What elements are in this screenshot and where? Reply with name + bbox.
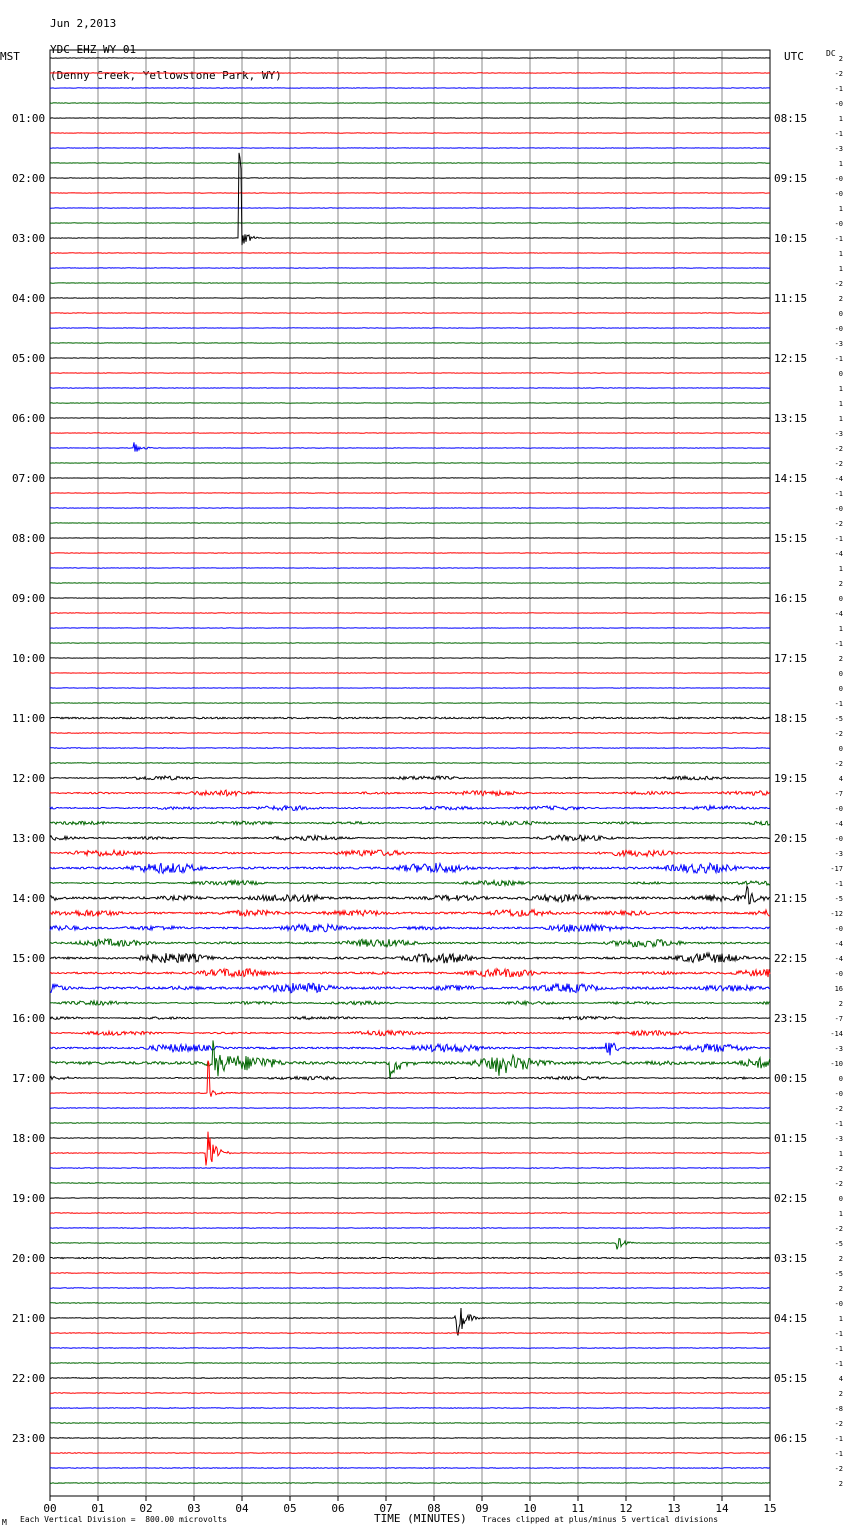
dc-offset-label: -0 xyxy=(834,175,843,183)
header-date: Jun 2,2013 xyxy=(50,17,117,30)
seismic-trace xyxy=(50,983,770,993)
seismic-trace xyxy=(50,733,770,734)
utc-hour-label: 06:15 xyxy=(774,1432,808,1445)
dc-offset-label: -2 xyxy=(834,280,843,288)
seismic-trace xyxy=(50,1453,770,1454)
dc-offset-label: -0 xyxy=(834,220,843,228)
dc-offset-label: -2 xyxy=(834,760,843,768)
dc-offset-label: -2 xyxy=(834,1180,843,1188)
dc-offset-label: -7 xyxy=(834,790,843,798)
seismic-trace xyxy=(50,1348,770,1349)
dc-offset-label: 0 xyxy=(838,670,843,678)
utc-hour-label: 17:15 xyxy=(774,652,808,665)
mst-hour-label: 08:00 xyxy=(12,532,46,545)
seismic-trace xyxy=(50,748,770,749)
dc-offset-label: 1 xyxy=(838,385,843,393)
dc-offset-label: 0 xyxy=(838,1075,843,1083)
mst-hour-label: 03:00 xyxy=(12,232,46,245)
dc-offset-label: -0 xyxy=(834,325,843,333)
seismic-trace xyxy=(50,806,770,811)
seismic-trace xyxy=(50,821,770,825)
dc-offset-label: 0 xyxy=(838,685,843,693)
x-tick-label: 04 xyxy=(235,1502,249,1515)
x-tick-label: 13 xyxy=(667,1502,681,1515)
dc-offset-label: -2 xyxy=(834,1105,843,1113)
seismic-trace xyxy=(50,939,770,947)
seismic-trace xyxy=(50,850,770,856)
utc-hour-label: 18:15 xyxy=(774,712,808,725)
seismic-trace xyxy=(50,1303,770,1304)
dc-offset-label: -2 xyxy=(834,730,843,738)
mst-hour-label: 18:00 xyxy=(12,1132,46,1145)
dc-offset-label: -8 xyxy=(834,1405,843,1413)
dc-offset-label: 2 xyxy=(838,1285,843,1293)
dc-offset-label: -3 xyxy=(834,430,843,438)
utc-hour-label: 14:15 xyxy=(774,472,808,485)
seismic-trace xyxy=(50,1363,770,1364)
dc-offset-label: -1 xyxy=(834,235,843,243)
dc-offset-label: 1 xyxy=(838,1210,843,1218)
dc-offset-label: -3 xyxy=(834,1045,843,1053)
mst-hour-label: 22:00 xyxy=(12,1372,46,1385)
dc-offset-label: -5 xyxy=(834,1270,843,1278)
dc-offset-label: -4 xyxy=(834,475,843,483)
utc-hour-label: 20:15 xyxy=(774,832,808,845)
mst-axis-title: MST xyxy=(0,50,20,63)
dc-offset-label: 0 xyxy=(838,745,843,753)
dc-offset-label: -4 xyxy=(834,610,843,618)
x-tick-label: 08 xyxy=(427,1502,441,1515)
dc-offset-label: 1 xyxy=(838,565,843,573)
utc-hour-label: 15:15 xyxy=(774,532,808,545)
utc-hour-label: 08:15 xyxy=(774,112,808,125)
seismic-trace xyxy=(50,1001,770,1005)
dc-offset-label: -0 xyxy=(834,970,843,978)
scale-note: Each Vertical Division = 800.00 microvolts xyxy=(20,1515,228,1524)
dc-offset-label: 2 xyxy=(838,580,843,588)
seismic-trace xyxy=(50,1273,770,1274)
seismic-trace xyxy=(50,886,770,904)
dc-offset-label: 1 xyxy=(838,250,843,258)
footer-mark: M xyxy=(2,1518,7,1527)
seismic-trace xyxy=(50,880,770,885)
dc-offset-label: -14 xyxy=(830,1030,843,1038)
utc-hour-label: 22:15 xyxy=(774,952,808,965)
dc-offset-label: 0 xyxy=(838,1195,843,1203)
dc-offset-label: -2 xyxy=(834,1465,843,1473)
x-tick-label: 14 xyxy=(715,1502,729,1515)
seismic-trace xyxy=(50,863,770,873)
dc-offset-label: 4 xyxy=(838,775,843,783)
seismic-trace xyxy=(50,790,770,796)
seismic-trace xyxy=(50,1016,770,1019)
seismic-trace xyxy=(50,1168,770,1169)
dc-offset-label: -17 xyxy=(830,865,843,873)
mst-hour-label: 06:00 xyxy=(12,412,46,425)
mst-hour-label: 07:00 xyxy=(12,472,46,485)
utc-hour-label: 05:15 xyxy=(774,1372,808,1385)
mst-hour-label: 14:00 xyxy=(12,892,46,905)
utc-hour-label: 04:15 xyxy=(774,1312,808,1325)
dc-offset-label: -0 xyxy=(834,835,843,843)
seismic-trace xyxy=(50,1408,770,1409)
header-location: (Denny Creek, Yellowstone Park, WY) xyxy=(50,69,282,82)
dc-offset-label: 2 xyxy=(838,55,843,63)
dc-offset-label: -4 xyxy=(834,820,843,828)
mst-hour-label: 11:00 xyxy=(12,712,46,725)
dc-offset-label: -0 xyxy=(834,1090,843,1098)
seismic-trace xyxy=(50,1132,770,1166)
seismic-trace xyxy=(50,153,770,245)
dc-offset-label: -1 xyxy=(834,1435,843,1443)
mst-hour-label: 23:00 xyxy=(12,1432,46,1445)
mst-hour-label: 05:00 xyxy=(12,352,46,365)
x-tick-label: 09 xyxy=(475,1502,489,1515)
dc-offset-label: -0 xyxy=(834,925,843,933)
x-tick-label: 03 xyxy=(187,1502,201,1515)
plot-frame xyxy=(50,50,770,1496)
dc-offset-label: -3 xyxy=(834,850,843,858)
dc-offset-label: 1 xyxy=(838,265,843,273)
x-tick-label: 07 xyxy=(379,1502,393,1515)
header-station: YDC EHZ WY 01 xyxy=(50,43,137,56)
seismic-trace xyxy=(50,1288,770,1289)
dc-offset-label: -1 xyxy=(834,1120,843,1128)
seismic-trace xyxy=(50,1239,770,1250)
utc-hour-label: 13:15 xyxy=(774,412,808,425)
dc-offset-label: 1 xyxy=(838,625,843,633)
dc-offset-label: 1 xyxy=(838,1315,843,1323)
dc-offset-label: -0 xyxy=(834,1300,843,1308)
dc-offset-label: 0 xyxy=(838,370,843,378)
seismic-trace xyxy=(50,1378,770,1379)
dc-offset-label: -1 xyxy=(834,1450,843,1458)
x-tick-label: 15 xyxy=(763,1502,777,1515)
seismic-trace xyxy=(50,1076,770,1080)
dc-offset-label: 0 xyxy=(838,595,843,603)
mst-hour-label: 09:00 xyxy=(12,592,46,605)
dc-offset-label: -0 xyxy=(834,505,843,513)
dc-offset-label: -7 xyxy=(834,1015,843,1023)
dc-offset-label: -4 xyxy=(834,550,843,558)
mst-hour-label: 02:00 xyxy=(12,172,46,185)
x-tick-label: 10 xyxy=(523,1502,537,1515)
dc-offset-label: -3 xyxy=(834,1135,843,1143)
utc-hour-label: 21:15 xyxy=(774,892,808,905)
x-tick-label: 01 xyxy=(91,1502,105,1515)
dc-offset-label: 2 xyxy=(838,1480,843,1488)
seismic-trace xyxy=(50,910,770,917)
seismic-trace xyxy=(50,1438,770,1439)
seismic-trace xyxy=(50,1123,770,1124)
dc-offset-label: -1 xyxy=(834,1330,843,1338)
seismic-trace xyxy=(50,924,770,932)
seismic-trace xyxy=(50,717,770,719)
dc-offset-label: -0 xyxy=(834,805,843,813)
seismic-trace xyxy=(50,953,770,963)
dc-offset-label: 4 xyxy=(838,1375,843,1383)
utc-hour-label: 10:15 xyxy=(774,232,808,245)
dc-offset-label: 1 xyxy=(838,400,843,408)
utc-axis-title: UTC xyxy=(784,50,804,63)
dc-offset-label: 1 xyxy=(838,415,843,423)
seismic-trace xyxy=(50,1468,770,1469)
dc-offset-label: -1 xyxy=(834,880,843,888)
dc-offset-label: -1 xyxy=(834,130,843,138)
dc-offset-label: 1 xyxy=(838,160,843,168)
mst-hour-label: 17:00 xyxy=(12,1072,46,1085)
x-axis-title: TIME (MINUTES) xyxy=(374,1512,467,1525)
utc-hour-label: 16:15 xyxy=(774,592,808,605)
mst-hour-label: 10:00 xyxy=(12,652,46,665)
dc-offset-label: -1 xyxy=(834,85,843,93)
x-tick-label: 02 xyxy=(139,1502,153,1515)
utc-hour-label: 03:15 xyxy=(774,1252,808,1265)
dc-offset-label: 16 xyxy=(834,985,843,993)
mst-hour-label: 16:00 xyxy=(12,1012,46,1025)
seismic-trace xyxy=(50,1393,770,1394)
x-tick-label: 06 xyxy=(331,1502,345,1515)
dc-offset-label: -1 xyxy=(834,535,843,543)
seismic-trace xyxy=(50,1138,770,1139)
x-tick-label: 12 xyxy=(619,1502,633,1515)
utc-hour-label: 11:15 xyxy=(774,292,808,305)
dc-offset-label: -1 xyxy=(834,355,843,363)
mst-hour-label: 20:00 xyxy=(12,1252,46,1265)
dc-offset-label: -5 xyxy=(834,1240,843,1248)
dc-offset-label: -3 xyxy=(834,145,843,153)
dc-offset-label: -10 xyxy=(830,1060,843,1068)
dc-offset-label: -2 xyxy=(834,70,843,78)
dc-offset-label: -4 xyxy=(834,955,843,963)
seismic-trace xyxy=(50,1333,770,1334)
dc-offset-label: 1 xyxy=(838,205,843,213)
x-tick-label: 11 xyxy=(571,1502,585,1515)
dc-offset-label: -1 xyxy=(834,1360,843,1368)
dc-offset-label: -2 xyxy=(834,1165,843,1173)
utc-hour-label: 09:15 xyxy=(774,172,808,185)
seismic-trace xyxy=(50,1213,770,1214)
dc-offset-label: -0 xyxy=(834,100,843,108)
dc-offset-label: -5 xyxy=(834,895,843,903)
mst-hour-label: 15:00 xyxy=(12,952,46,965)
dc-offset-label: -0 xyxy=(834,190,843,198)
seismic-trace xyxy=(50,1183,770,1184)
dc-offset-label: 2 xyxy=(838,295,843,303)
mst-hour-label: 19:00 xyxy=(12,1192,46,1205)
dc-offset-label: -1 xyxy=(834,700,843,708)
dc-offset-label: -4 xyxy=(834,940,843,948)
seismic-trace xyxy=(50,442,770,451)
mst-hour-label: 13:00 xyxy=(12,832,46,845)
seismic-trace xyxy=(50,1198,770,1199)
dc-offset-label: 1 xyxy=(838,115,843,123)
dc-offset-label: -2 xyxy=(834,460,843,468)
dc-offset-label: -12 xyxy=(830,910,843,918)
seismic-trace xyxy=(50,1257,770,1258)
dc-offset-label: -3 xyxy=(834,340,843,348)
dc-offset-label: 2 xyxy=(838,1000,843,1008)
seismic-trace xyxy=(50,835,770,841)
dc-offset-label: 0 xyxy=(838,310,843,318)
dc-offset-label: 2 xyxy=(838,1255,843,1263)
dc-offset-label: -1 xyxy=(834,640,843,648)
dc-label: DC xyxy=(826,49,836,58)
utc-hour-label: 02:15 xyxy=(774,1192,808,1205)
dc-offset-label: -5 xyxy=(834,715,843,723)
dc-offset-label: -2 xyxy=(834,445,843,453)
seismic-trace xyxy=(50,969,770,977)
dc-offset-label: 2 xyxy=(838,1390,843,1398)
dc-offset-label: -1 xyxy=(834,1345,843,1353)
dc-offset-label: 2 xyxy=(838,655,843,663)
seismic-trace xyxy=(50,1228,770,1229)
seismic-trace xyxy=(50,763,770,764)
x-tick-label: 05 xyxy=(283,1502,297,1515)
dc-offset-label: -2 xyxy=(834,1225,843,1233)
mst-hour-label: 12:00 xyxy=(12,772,46,785)
mst-hour-label: 21:00 xyxy=(12,1312,46,1325)
dc-offset-label: -2 xyxy=(834,520,843,528)
utc-hour-label: 01:15 xyxy=(774,1132,808,1145)
seismic-trace xyxy=(50,1108,770,1109)
mst-hour-label: 01:00 xyxy=(12,112,46,125)
utc-hour-label: 00:15 xyxy=(774,1072,808,1085)
seismic-trace xyxy=(50,1308,770,1336)
utc-hour-label: 12:15 xyxy=(774,352,808,365)
x-tick-label: 00 xyxy=(43,1502,57,1515)
dc-offset-label: -2 xyxy=(834,1420,843,1428)
utc-hour-label: 19:15 xyxy=(774,772,808,785)
seismic-trace xyxy=(50,1043,770,1056)
mst-hour-label: 04:00 xyxy=(12,292,46,305)
seismic-trace xyxy=(50,1031,770,1036)
seismic-trace xyxy=(50,1423,770,1424)
utc-hour-label: 23:15 xyxy=(774,1012,808,1025)
dc-offset-label: 1 xyxy=(838,1150,843,1158)
seismic-trace xyxy=(50,776,770,780)
seismic-trace xyxy=(50,1483,770,1484)
dc-offset-label: -1 xyxy=(834,490,843,498)
clip-note: Traces clipped at plus/minus 5 vertical divisions xyxy=(482,1515,719,1524)
